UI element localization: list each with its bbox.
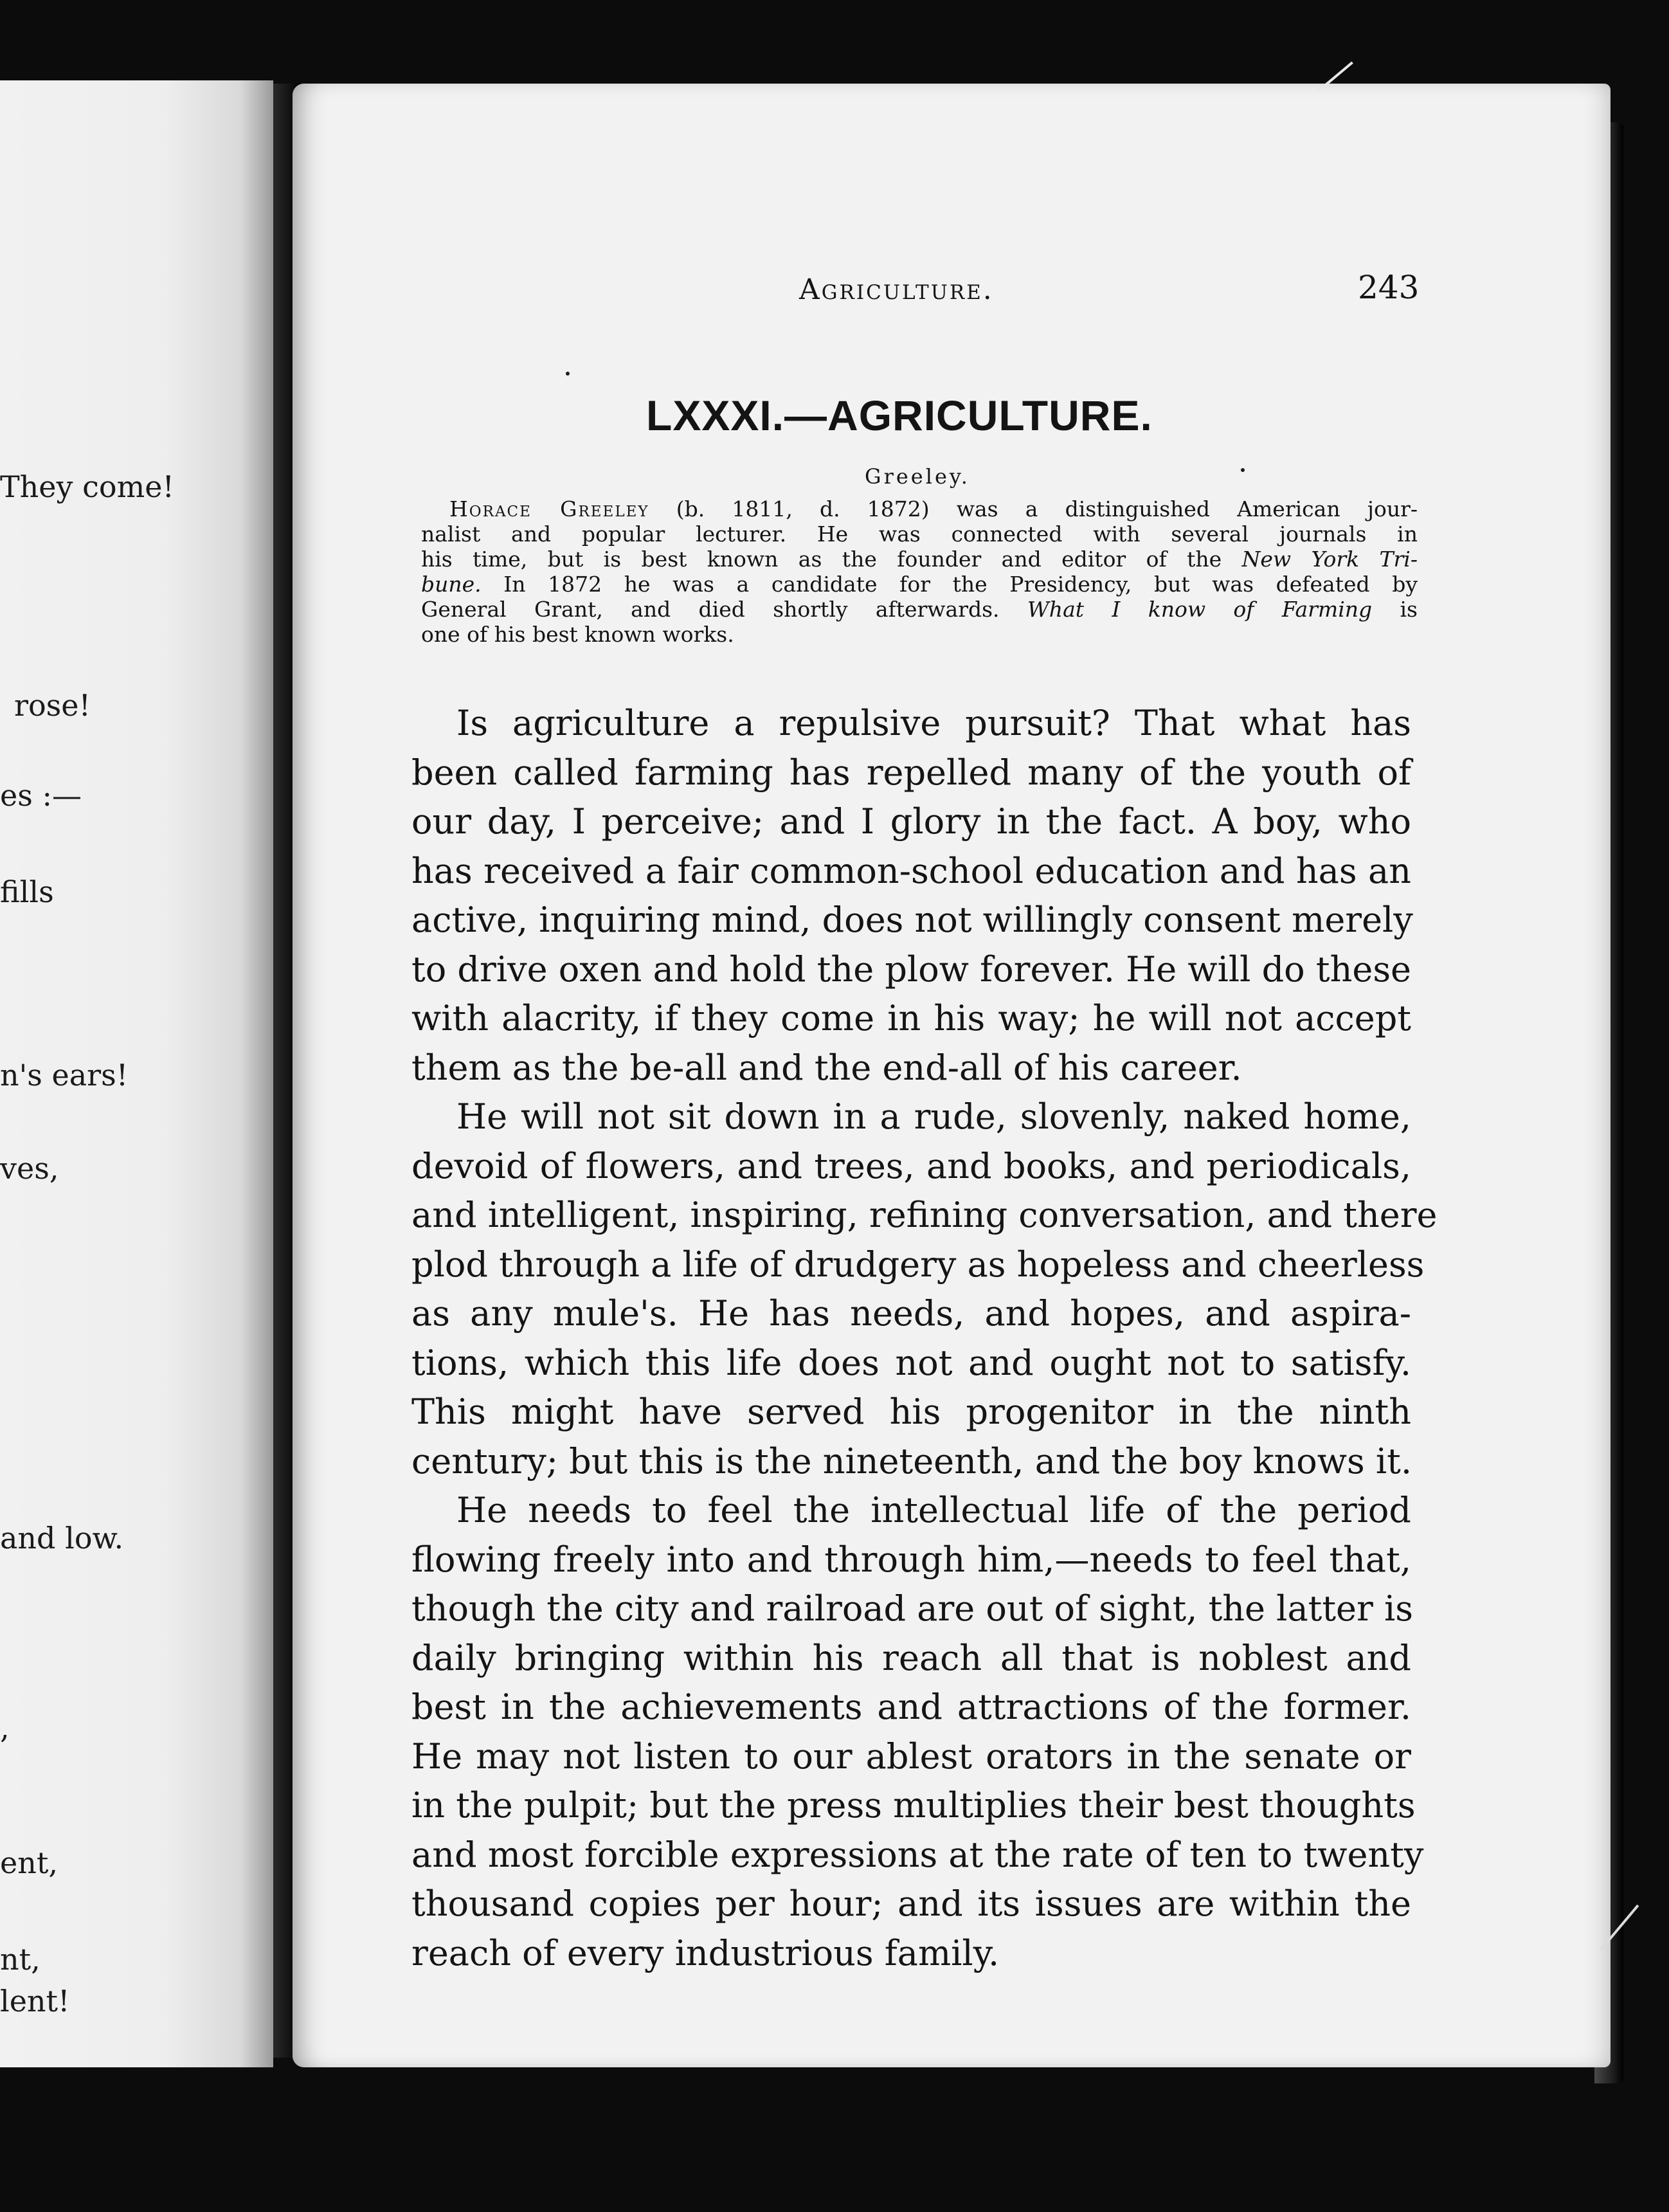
left-page-fragment: ves,: [0, 1151, 59, 1186]
text-line: to drive oxen and hold the plow forever. He will do these: [411, 948, 1411, 990]
left-page-fragment: rose!: [14, 688, 91, 723]
bio-line: one of his best known works.: [421, 622, 734, 647]
left-page-fragment: ,: [0, 1710, 10, 1745]
paragraph: [411, 699, 1411, 1092]
bio-text: (b. 1811, d. 1872) was a distinguished American jour-: [649, 496, 1418, 521]
text-line: them as the be-all and the end-all of his career.: [411, 1047, 1242, 1088]
bio-text: is: [1372, 597, 1418, 622]
left-page-fragment: es :—: [0, 778, 82, 813]
bio-italic-title: What I know of Farming: [1027, 597, 1373, 622]
film-speck: [1241, 468, 1245, 472]
bio-text: General Grant, and died shortly afterwards.: [421, 597, 1027, 622]
paragraph: [411, 1092, 1438, 1486]
text-line: as any mule's. He has needs, and hopes, and aspira-: [411, 1293, 1411, 1334]
text-line: century; but this is the nineteenth, and the boy knows it.: [411, 1440, 1412, 1482]
text-line: He needs to feel the intellectual life of the period: [456, 1490, 1411, 1530]
bio-italic-title: New York Tri-: [1241, 547, 1418, 572]
lesson-title: LXXXI.—AGRICULTURE.: [646, 392, 1153, 439]
author-biography: [421, 496, 1418, 647]
left-page-fragment: They come!: [0, 469, 174, 504]
lesson-body: [411, 699, 1438, 1978]
text-line: This might have served his progenitor in the ninth: [411, 1392, 1411, 1432]
text-line: reach of every industrious family.: [411, 1932, 1000, 1973]
bio-line: nalist and popular lecturer. He was connected with several journals in: [421, 521, 1418, 547]
text-line: daily bringing within his reach all that is noblest and: [411, 1637, 1411, 1678]
text-line: our day, I perceive; and I glory in the fact. A boy, who: [411, 801, 1411, 842]
text-line: tions, which this life does not and ought not to satisfy.: [411, 1342, 1411, 1383]
running-head: Agriculture.: [799, 273, 994, 306]
left-page-fragment: ent,: [0, 1845, 58, 1880]
bio-line: [421, 547, 1418, 572]
bio-line: [421, 572, 1418, 597]
text-line: flowing freely into and through him,—needs to feel that,: [411, 1539, 1411, 1580]
text-line: He will not sit down in a rude, slovenly, naked home,: [456, 1096, 1411, 1137]
text-line: has received a fair common-school education and has an: [411, 850, 1411, 891]
text-line: best in the achievements and attractions of the former.: [411, 1687, 1411, 1727]
text-line: thousand copies per hour; and its issues are within the: [411, 1883, 1411, 1924]
text-line: devoid of flowers, and trees, and books, and periodicals,: [411, 1145, 1411, 1186]
text-line: He may not listen to our ablest orators in the senate or: [411, 1736, 1411, 1777]
left-page-fragment: n's ears!: [0, 1058, 129, 1092]
text-line: though the city and railroad are out of sight, the latter is: [411, 1588, 1413, 1629]
left-page-fragment: nt,: [0, 1942, 41, 1977]
text-line: Is agriculture a repulsive pursuit? That what has: [456, 703, 1411, 743]
left-page-fragment: fills: [0, 875, 54, 909]
text-line: and intelligent, inspiring, refining conversation, and there: [411, 1195, 1438, 1235]
author-name: Horace Greeley: [449, 496, 649, 521]
author-byline: Greeley.: [865, 464, 970, 489]
left-facing-page: [0, 80, 273, 2067]
bio-text: his time, but is best known as the founder and editor of the: [421, 547, 1242, 572]
bio-line: [421, 597, 1418, 622]
text-line: plod through a life of drudgery as hopeless and cheerless: [411, 1244, 1425, 1285]
page-number: 243: [1358, 269, 1420, 306]
bio-text: In 1872 he was a candidate for the Presidency, but was defeated by: [481, 572, 1418, 597]
text-line: and most forcible expressions at the rate of ten to twenty: [411, 1834, 1424, 1875]
paragraph: [411, 1486, 1424, 1978]
left-page-fragment: lent!: [0, 1984, 70, 2018]
text-line: in the pulpit; but the press multiplies their best thoughts: [411, 1785, 1416, 1826]
text-line: been called farming has repelled many of the youth of: [411, 752, 1411, 793]
text-line: active, inquiring mind, does not willingly consent merely: [411, 900, 1413, 940]
bio-line: [421, 496, 1418, 521]
text-line: with alacrity, if they come in his way; he will not accept: [411, 998, 1411, 1038]
bio-italic-title: bune.: [421, 572, 482, 597]
left-page-fragment: and low.: [0, 1521, 124, 1555]
film-speck: [566, 372, 570, 376]
